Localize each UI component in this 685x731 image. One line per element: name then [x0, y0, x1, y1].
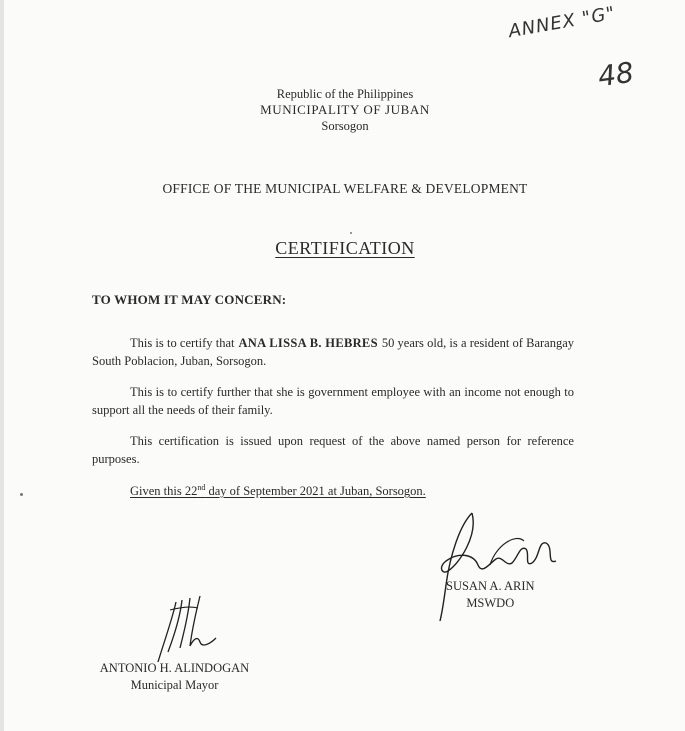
signatory-mswdo-name: SUSAN A. ARIN [446, 579, 535, 593]
paragraph-residency [92, 334, 574, 370]
paragraph-income-text: This is to certify further that she is government employee with an income not enough to support all the needs of their family. [92, 385, 574, 417]
letterhead-province: Sorsogon [321, 119, 369, 133]
certified-person-name: ANA LISSA B. HEBRES [238, 336, 378, 350]
signatory-mayor [92, 660, 257, 694]
salutation: TO WHOM IT MAY CONCERN: [92, 292, 287, 307]
signatory-mswdo [446, 578, 535, 612]
given-date-rest: day of September 2021 at Juban, Sorsogon. [205, 484, 426, 499]
signatory-mswdo-title: MSWDO [466, 596, 515, 610]
handwritten-page-number: 48 [595, 55, 636, 94]
paragraph-purpose [92, 432, 574, 468]
paragraph-purpose-text: This certification is issued upon request of the above named person for reference purposes. [92, 434, 574, 466]
given-date-line [130, 483, 426, 499]
scan-speck [350, 232, 352, 234]
given-date-suffix: nd [197, 483, 206, 492]
handwritten-annex-label: ANNEX "G" [506, 2, 618, 43]
office-heading: OFFICE OF THE MUNICIPAL WELFARE & DEVELOPMENT [162, 181, 528, 196]
scan-edge [0, 0, 4, 731]
scan-speck [20, 493, 23, 496]
given-date-lead: Given this 22 [130, 484, 198, 499]
signatory-mayor-title: Municipal Mayor [130, 678, 219, 692]
signature-mayor [138, 590, 248, 670]
letterhead-municipality: MUNICIPALITY OF JUBAN [260, 102, 430, 117]
paragraph-residency-rest: 50 years old, is a resident of Barangay South Poblacion, Juban, Sorsogon. [92, 336, 575, 368]
paragraph-residency-lead: This is to certify that [130, 336, 235, 350]
signatory-mayor-name: ANTONIO H. ALINDOGAN [99, 661, 250, 675]
letterhead [200, 86, 490, 134]
letterhead-republic: Republic of the Philippines [276, 87, 414, 101]
paragraph-income [92, 383, 574, 419]
document-title: CERTIFICATION [275, 238, 415, 258]
